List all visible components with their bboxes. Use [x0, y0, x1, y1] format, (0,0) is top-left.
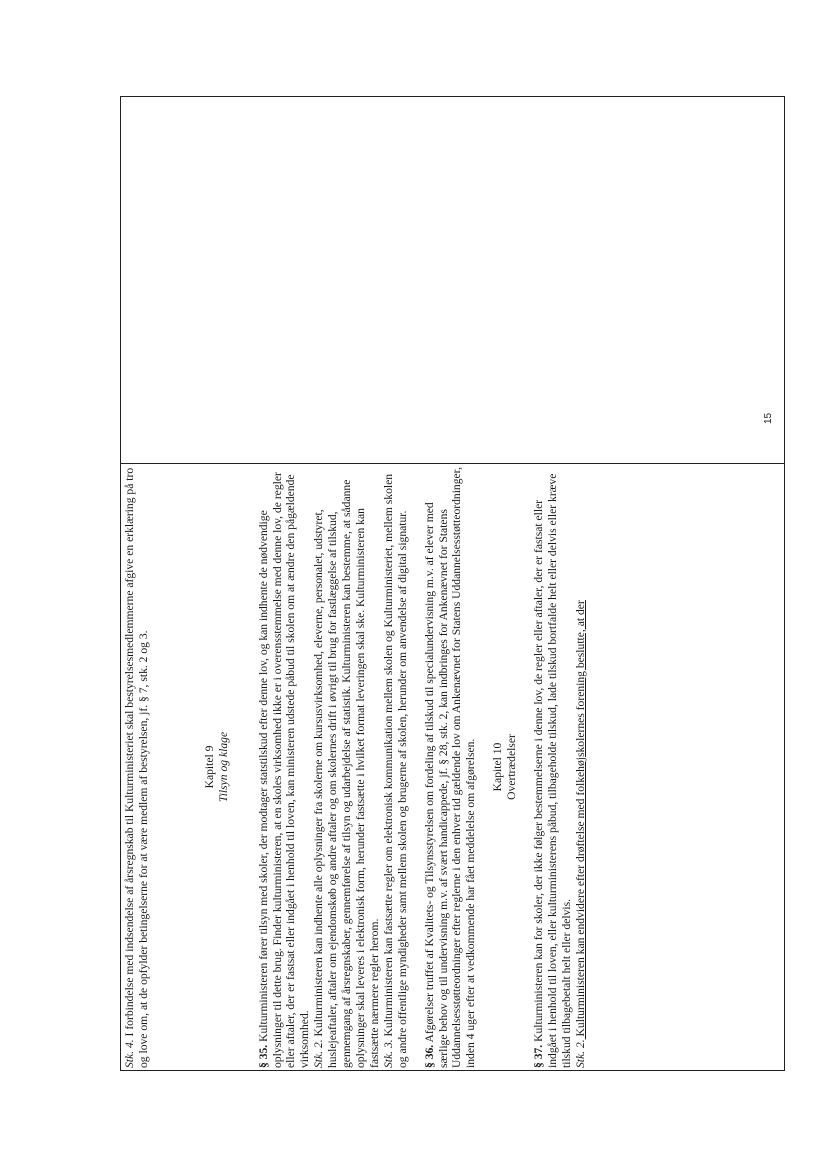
chapter9-number: Kapitel 9 [202, 745, 216, 789]
section36-paragraph [423, 466, 479, 1068]
chapter10-title: Overtrædelser [505, 734, 519, 800]
section37-stk2-text: Kulturministeren kan endvidere efter drøftelse med folkehøjskolernes forening beslutte, at der [573, 600, 587, 1040]
stk4-label: Stk. 4. [123, 1039, 136, 1068]
section35-paragraph [257, 466, 313, 1068]
section35-stk2-label: Stk. 2. [312, 1039, 326, 1068]
chapter9-title: Tilsyn og klage [216, 731, 230, 803]
section37-text: Kulturministeren kan for skoler, der ikke følger bestemmelserne i denne lov, de regler eller aftaler, der er fastsat eller indgået i henhold til loven, eller kulturministerens påbud, tilbageholde tilskud, lade tilskud bortfalde helt eller delvis eller kræve tilskud tilbagebetalt helt eller delvis. [532, 473, 573, 1068]
section36-label: § 36. [422, 1044, 436, 1068]
section35-stk3-text: Kulturministeren kan fastsætte regler om elektronisk kommunikation mellem skolen og Kulturministeriet, mellem skolen og andre offentlige myndigheder samt mellem skolen og brugerne af skolen, herunder om anvendelse af digital signatur. [381, 473, 409, 1068]
section37-paragraph [532, 466, 574, 1068]
stk4-text: I forbindelse med indsendelse af årsregnskab til Kulturministeriet skal bestyrelsesmedlemmerne afgive en erklæring på tro og love om, at de opfylder betingelserne for at være medlem af bestyrelsen, jf. § 7, stk. 2 og 3. [123, 467, 150, 1068]
rotated-text-block [123, 466, 587, 1068]
stk4-paragraph [123, 466, 151, 1068]
section35-stk3-paragraph [382, 466, 410, 1068]
section35-stk3-label: Stk. 3. [381, 1039, 395, 1068]
column-divider [120, 463, 785, 464]
section37-stk2-label: Stk. 2. [573, 1039, 587, 1068]
section37-label: § 37. [532, 1044, 546, 1068]
section35-text: Kulturministeren fører tilsyn med skoler, der modtager statstilskud efter denne lov, og kan indhente de nødvendige oplysninger til dette brug. Finder kulturministeren, at en skoles virksomhed ikke er i overensstemmelse med denne lov, de regler eller aftaler, der er fastsat eller indgået i henhold til loven, kan ministeren udstede påbud til skolen om at ændre den pågældende virksomhed. [256, 472, 312, 1068]
section36-text: Afgørelser truffet af Kvalitets- og Tilsynsstyrelsen om fordeling af tilskud til specialundervisning m.v. af elever med særlige behov og til undervisning m.v. af svært handicappede, jf. § 28, stk. 2, kan indbringes for Ankenævnet for Statens Uddannelsesstøtteordninger efter reglerne i den enhver tid gældende lov om Ankenævnet for Statens Uddannelsesstøtteordninger, inden 4 uger efter at vedkommende har fået meddelelse om afgørelsen. [422, 467, 478, 1068]
section35-stk2-text: Kulturministeren kan indhente alle oplysninger fra skolerne om kursusvirksomhed, eleverne, personalet, udstyret, huslejeaftaler, aftaler om ejendomskøb og andre aftaler og om skolernes drift i øvrigt til brug for fastlæggelse af tilskud, gennemgang af årsregnskaber, gennemførelse af tilsyn og udarbejdelse af statistik. Kulturministeren kan bestemme, at sådanne oplysninger skal leveres i elektronisk form, herunder fastsætte i hvilket format leveringen skal ske. Kulturministeren kan fastsætte nærmere regler herom. [312, 479, 381, 1068]
section35-label: § 35. [256, 1044, 270, 1068]
section37-stk2-paragraph [574, 466, 588, 1068]
section35-stk2-paragraph [312, 466, 382, 1068]
chapter10-number: Kapitel 10 [491, 742, 505, 792]
page-number: 15 [763, 412, 774, 424]
